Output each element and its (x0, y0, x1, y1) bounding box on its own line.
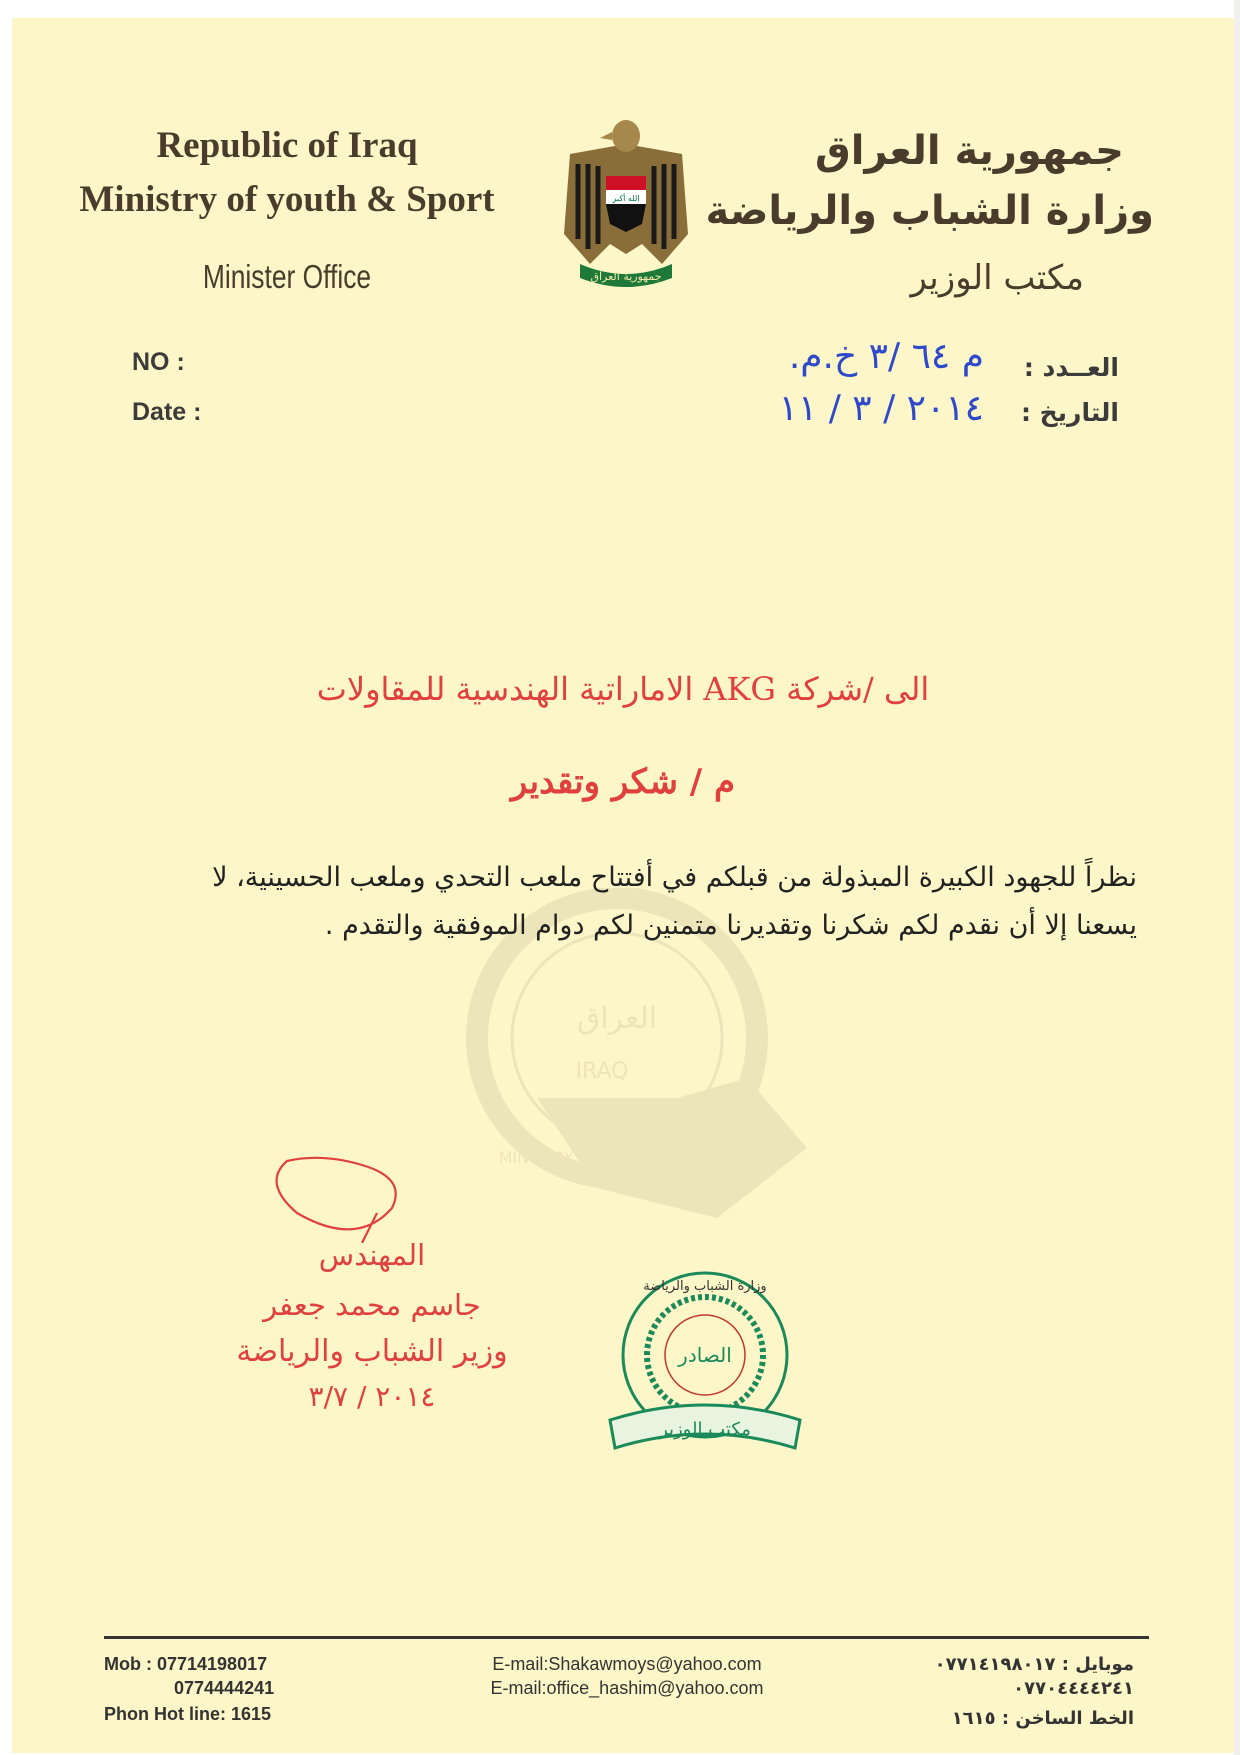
footer-divider (104, 1636, 1149, 1639)
letterhead-en-country: Republic of Iraq (156, 125, 418, 166)
letter-recipient: الى /شركة AKG الاماراتية الهندسية للمقاولات (316, 670, 930, 708)
letter-body-line-2: يسعنا إلا أن نقدم لكم شكرنا وتقديرنا متمنين لكم دوام الموفقية والتقدم . (324, 910, 1137, 941)
letterhead-en-office: Minister Office (202, 258, 372, 295)
letterhead-ar-country: جمهورية العراق (814, 128, 1124, 174)
signature-date: ٢٠١٤ / ٣/٧ (308, 1380, 436, 1413)
emblem-flag-text: الله أكبر (612, 194, 640, 203)
watermark-ring-text: MINISTRY OF YOUTH & SPORT (498, 1148, 736, 1167)
footer-hotline: Phon Hot line: 1615 (104, 1704, 272, 1724)
no-label: NO : (132, 348, 185, 376)
stamp-ribbon-text: مكتب الوزير (659, 1419, 751, 1440)
handwritten-number: م ٦٤ /٣ خ.م. (788, 336, 984, 377)
official-stamp-icon (600, 1270, 810, 1460)
stamp-center-text: الصادر (678, 1343, 732, 1367)
letterhead-ar-ministry: وزارة الشباب والرياضة (705, 188, 1154, 234)
stamp-outer-text: وزارة الشباب والرياضة (643, 1279, 767, 1294)
signer-title: المهندس (318, 1238, 426, 1272)
letterhead-ar-office: مكتب الوزير (910, 258, 1084, 298)
letterhead-en-ministry: Ministry of youth & Sport (79, 179, 495, 220)
letter-page (12, 18, 1234, 1753)
footer-mobile-ar: موبايل : ٠٧٧١٤١٩٨٠١٧ (934, 1654, 1134, 1675)
footer-hotline-ar: الخط الساخن : ١٦١٥ (951, 1708, 1134, 1729)
eagle-emblem-icon (560, 114, 692, 296)
signer-role: وزير الشباب والرياضة (236, 1334, 508, 1369)
watermark-iraq: IRAQ (575, 1059, 629, 1084)
footer-email-2: E-mail:office_hashim@yahoo.com (490, 1678, 764, 1698)
handwritten-signature (267, 1153, 412, 1243)
date-label-ar: التاريخ : (1020, 398, 1119, 427)
watermark-arabic: العراق (576, 1001, 658, 1036)
footer-mobile-ar-2: ٠٧٧٠٤٤٤٤٢٤١ (1013, 1678, 1134, 1699)
footer-mobile: Mob : 07714198017 (104, 1654, 268, 1674)
letter-subject: م / شكر وتقدير (510, 762, 736, 802)
signer-name: جاسم محمد جعفر (263, 1288, 481, 1322)
no-label-ar: العــدد : (1023, 353, 1119, 382)
footer-mobile-2: 0774444241 (174, 1678, 275, 1698)
letter-body (97, 854, 1137, 950)
handwritten-date: ٢٠١٤ / ٣ / ١١ (778, 388, 984, 429)
letter-body-line-1: نظراً للجهود الكبيرة المبذولة من قبلكم في أفتتاح ملعب التحدي وملعب الحسينية، لا (212, 862, 1137, 893)
emblem-ribbon-text: جمهورية العراق (590, 270, 662, 283)
date-label: Date : (132, 398, 202, 426)
footer-email-1: E-mail:Shakawmoys@yahoo.com (492, 1654, 762, 1674)
scan-edge (1234, 0, 1240, 1755)
